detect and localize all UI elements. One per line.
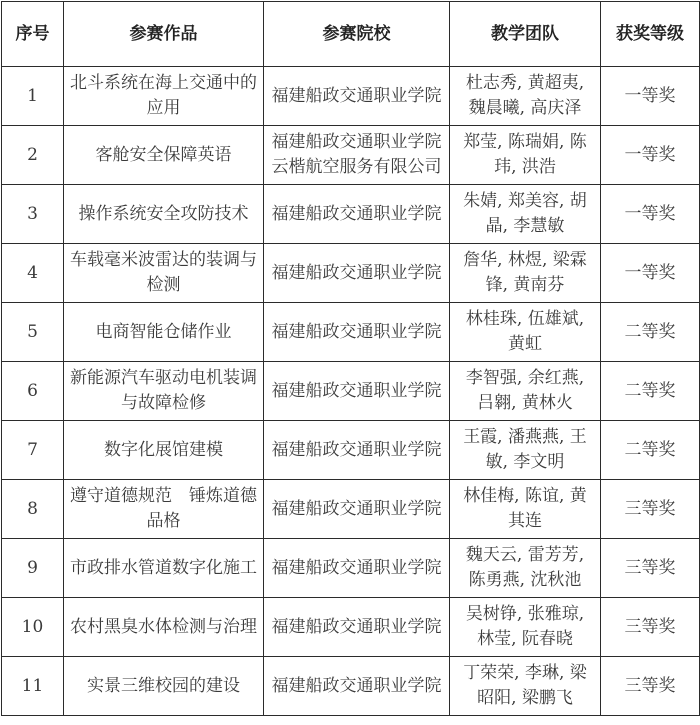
cell-num: 5 [2, 303, 64, 362]
cell-school: 福建船政交通职业学院 [264, 539, 450, 598]
cell-num: 4 [2, 244, 64, 303]
table-row [2, 67, 700, 126]
header-team: 教学团队 [450, 2, 601, 67]
cell-level: 二等奖 [601, 421, 700, 480]
cell-num: 11 [2, 657, 64, 716]
cell-work: 新能源汽车驱动电机装调与故障检修 [64, 362, 264, 421]
cell-work: 实景三维校园的建设 [64, 657, 264, 716]
cell-level: 三等奖 [601, 480, 700, 539]
header-num: 序号 [2, 2, 64, 67]
cell-num: 9 [2, 539, 64, 598]
cell-school: 福建船政交通职业学院 [264, 421, 450, 480]
cell-school: 福建船政交通职业学院 [264, 598, 450, 657]
cell-num: 10 [2, 598, 64, 657]
cell-level: 三等奖 [601, 598, 700, 657]
cell-work: 车载毫米波雷达的装调与检测 [64, 244, 264, 303]
cell-num: 2 [2, 126, 64, 185]
table-row [2, 539, 700, 598]
cell-work: 操作系统安全攻防技术 [64, 185, 264, 244]
table-row [2, 421, 700, 480]
cell-num: 1 [2, 67, 64, 126]
cell-work: 农村黑臭水体检测与治理 [64, 598, 264, 657]
cell-level: 一等奖 [601, 126, 700, 185]
cell-school: 福建船政交通职业学院 [264, 303, 450, 362]
cell-num: 8 [2, 480, 64, 539]
cell-level: 一等奖 [601, 185, 700, 244]
cell-school: 福建船政交通职业学院 [264, 244, 450, 303]
cell-team: 朱婧, 郑美容, 胡晶, 李慧敏 [450, 185, 601, 244]
cell-level: 二等奖 [601, 362, 700, 421]
cell-level: 三等奖 [601, 539, 700, 598]
cell-school: 福建船政交通职业学院 [264, 362, 450, 421]
cell-level: 一等奖 [601, 67, 700, 126]
cell-level: 三等奖 [601, 657, 700, 716]
cell-team: 杜志秀, 黄超夷, 魏晨曦, 高庆泽 [450, 67, 601, 126]
table-row [2, 244, 700, 303]
table-row [2, 126, 700, 185]
cell-school: 福建船政交通职业学院 [264, 185, 450, 244]
awards-table [1, 1, 700, 716]
header-level: 获奖等级 [601, 2, 700, 67]
cell-school: 福建船政交通职业学院 [264, 657, 450, 716]
cell-team: 林桂珠, 伍雄斌, 黄虹 [450, 303, 601, 362]
cell-num: 7 [2, 421, 64, 480]
cell-school: 福建船政交通职业学院 [264, 67, 450, 126]
cell-work: 北斗系统在海上交通中的应用 [64, 67, 264, 126]
cell-team: 丁荣荣, 李琳, 梁昭阳, 梁鹏飞 [450, 657, 601, 716]
cell-level: 一等奖 [601, 244, 700, 303]
cell-num: 3 [2, 185, 64, 244]
cell-team: 吴树铮, 张雅琼, 林莹, 阮春晓 [450, 598, 601, 657]
table-row [2, 303, 700, 362]
cell-team: 李智强, 余红燕, 吕翱, 黄林火 [450, 362, 601, 421]
table-header-row [2, 2, 700, 67]
table-row [2, 657, 700, 716]
cell-team: 林佳梅, 陈谊, 黄其连 [450, 480, 601, 539]
cell-work: 电商智能仓储作业 [64, 303, 264, 362]
cell-team: 魏天云, 雷芳芳, 陈勇燕, 沈秋池 [450, 539, 601, 598]
table-row [2, 480, 700, 539]
table-row [2, 598, 700, 657]
cell-num: 6 [2, 362, 64, 421]
cell-team: 郑莹, 陈瑞娟, 陈玮, 洪浩 [450, 126, 601, 185]
cell-school: 福建船政交通职业学院云楷航空服务有限公司 [264, 126, 450, 185]
table-row [2, 362, 700, 421]
cell-team: 詹华, 林煜, 梁霖锋, 黄南芬 [450, 244, 601, 303]
cell-work: 客舱安全保障英语 [64, 126, 264, 185]
header-school: 参赛院校 [264, 2, 450, 67]
cell-work: 遵守道德规范 锤炼道德品格 [64, 480, 264, 539]
table-row [2, 185, 700, 244]
cell-work: 数字化展馆建模 [64, 421, 264, 480]
header-work: 参赛作品 [64, 2, 264, 67]
cell-level: 二等奖 [601, 303, 700, 362]
cell-work: 市政排水管道数字化施工 [64, 539, 264, 598]
cell-school: 福建船政交通职业学院 [264, 480, 450, 539]
cell-team: 王霞, 潘燕燕, 王敏, 李文明 [450, 421, 601, 480]
